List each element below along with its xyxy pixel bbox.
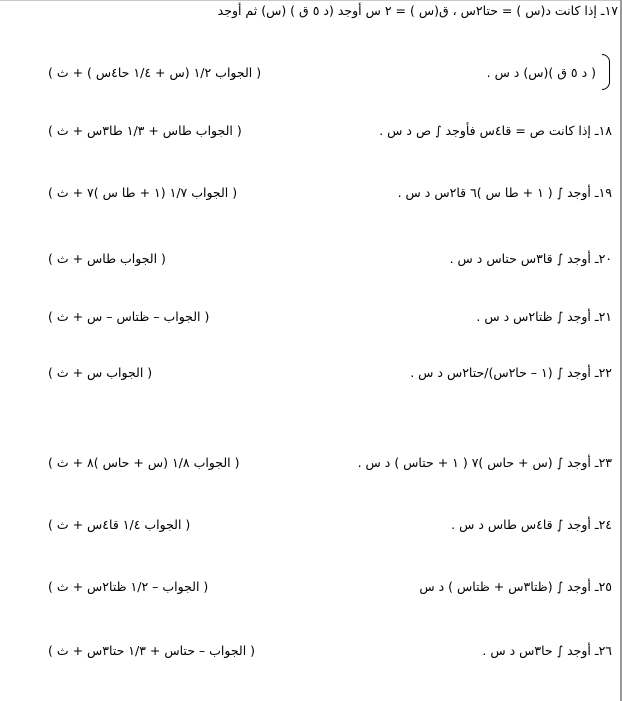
question-number: ١٩ـ (594, 184, 612, 200)
question-text: أوجد ∫ قا٤س طاس د س . (451, 516, 591, 532)
question-row (0, 442, 616, 482)
question-row (0, 630, 616, 670)
question (487, 52, 612, 92)
question (450, 238, 612, 278)
question (419, 566, 612, 606)
question (482, 630, 612, 670)
question-number: ١٨ـ (594, 122, 612, 138)
answer: ( الجواب س + ث ) (48, 364, 153, 380)
answer: ( الجواب ١/٤ قا٤س + ث ) (48, 516, 191, 532)
question-row (0, 110, 616, 150)
question-number: ٢١ـ (594, 308, 612, 324)
question-number: ٢٤ـ (594, 516, 612, 532)
question-17-text: إذا كانت د(س ) = حتا٢س ، ق(س ) = ٢ س أوجد (د ٥ ق ) (س) ثم أوجد (217, 3, 597, 18)
answer: ( الجواب ١/٢ (س + ١/٤ حا٤س ) + ث ) (48, 64, 262, 80)
question-text: إذا كانت ص = قا٤س فأوجد ∫ ص د س . (379, 122, 591, 138)
question-number: ٢٣ـ (594, 454, 612, 470)
question-row (0, 172, 616, 212)
answer: ( الجواب – ظتاس – س + ث ) (48, 308, 210, 324)
answer: ( الجواب ١/٨ (س + حاس )٨ + ث ) (48, 454, 240, 470)
question-text: ( د ٥ ق )(س) د س . (486, 64, 596, 80)
integral-sign (602, 54, 610, 90)
question (476, 296, 612, 336)
answer: ( الجواب – ١/٢ ظتا٢س + ث ) (48, 578, 209, 594)
question-text: أوجد ∫ حا٣س د س . (482, 642, 591, 658)
question-text: أوجد ∫ ( ١ + طا س )٦ قا٢س د س . (397, 184, 591, 200)
question-text: أوجد ∫ (ظتا٣س + ظتاس ) د س (419, 578, 591, 594)
question-row (0, 566, 616, 606)
answer: ( الجواب طاس + ١/٣ طا٣س + ث ) (48, 122, 242, 138)
question-row (0, 504, 616, 544)
top-border (0, 0, 622, 1)
question-row (0, 52, 616, 92)
question-row (0, 352, 616, 392)
question-row (0, 296, 616, 336)
question-text: أوجد ∫ (س + حاس )٧ ( ١ + حتاس ) د س . (357, 454, 591, 470)
answer: ( الجواب – حتاس + ١/٣ حتا٣س + ث ) (48, 642, 256, 658)
question-number: ٢٢ـ (594, 364, 612, 380)
question (379, 110, 612, 150)
question-row (0, 238, 616, 278)
question (358, 442, 612, 482)
question-text: أوجد ∫ (١ – حا٢س)/حتا٢س د س . (410, 364, 591, 380)
question-17-number: ١٧ـ (600, 3, 618, 18)
question (410, 352, 612, 392)
question-text: أوجد ∫ ظتا٢س د س . (476, 308, 591, 324)
question-number: ٢٥ـ (594, 578, 612, 594)
question-number: ٢٦ـ (594, 642, 612, 658)
question-number: ٢٠ـ (594, 250, 612, 266)
answer: ( الجواب ١/٧ (١ + طا س )٧ + ث ) (48, 184, 238, 200)
question-17-header (218, 3, 618, 18)
question (451, 504, 612, 544)
answer: ( الجواب طاس + ث ) (48, 250, 166, 266)
question-text: أوجد ∫ قا٣س حتاس د س . (449, 250, 591, 266)
question (398, 172, 612, 212)
